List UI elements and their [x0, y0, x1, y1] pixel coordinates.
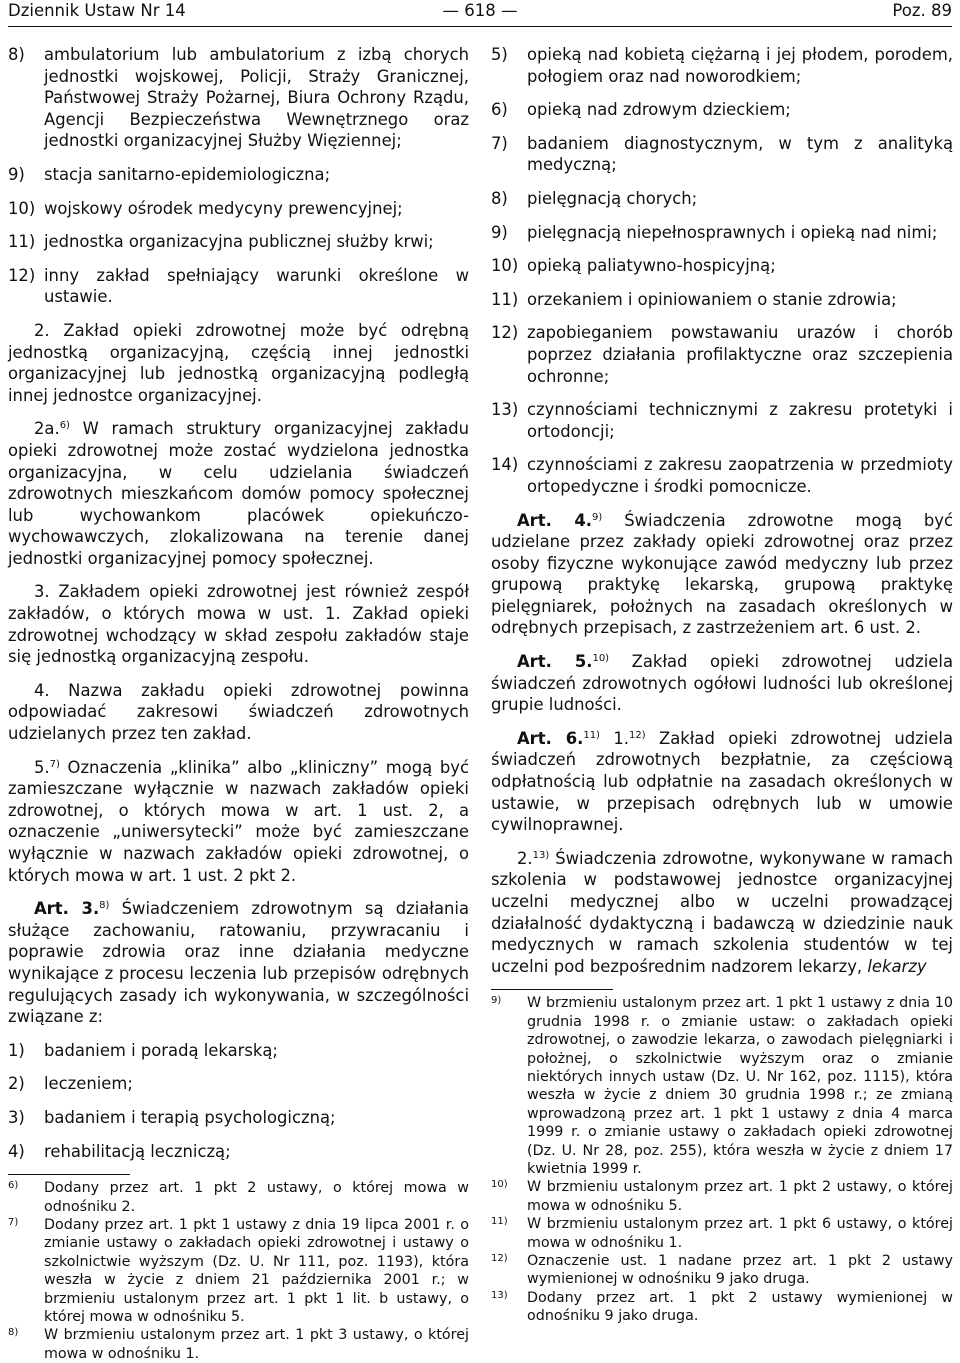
item-text: orzekaniem i opiniowaniem o stanie zdrowia; — [527, 289, 897, 309]
item-number: 3) — [8, 1107, 25, 1127]
paragraph-5 — [8, 757, 469, 887]
item-text: badaniem i poradą lekarską; — [44, 1040, 278, 1060]
footnote-divider — [8, 1174, 130, 1175]
article-5 — [491, 651, 953, 716]
item-number: 11) — [491, 289, 519, 309]
article-text: Świadczenia zdrowotne mogą być udzielane przez zakłady opieki zdrowotnej oraz przez osoby fizyczne wykonujące zawód medyczny lub przez grupową praktykę lekarską, grupową praktykę pielęgniarek, położnych na zasadach określonych w odrębnych przepisach, z zastrzeżeniem art. 6 ust. 2. — [491, 510, 953, 638]
list-item — [491, 322, 953, 387]
footnote-ref: 13) — [532, 849, 550, 861]
item-number: 1) — [8, 1040, 25, 1060]
list-item — [8, 1040, 469, 1062]
list-item — [8, 1141, 469, 1163]
item-number: 10) — [8, 198, 36, 218]
article-6-paragraph-2 — [491, 848, 953, 978]
paragraph-text: Oznaczenia „klinika” albo „kliniczny” mogą być zamieszczane wyłącznie w nazwach zakładów opieki zdrowotnej, o których mowa w art. 1 ust. 2, a oznaczenie „uniwersytecki” może być zamieszczane wyłącznie w nazwach zakładów opieki zdrowotnej, o których mowa w art. 1 ust. 2 pkt 2. — [8, 757, 469, 885]
item-number: 8) — [491, 188, 508, 208]
item-text: opieką nad zdrowym dzieckiem; — [527, 100, 791, 120]
article-label: Art. 5. — [517, 652, 593, 672]
item-text: ambulatorium lub ambulatorium z izbą chorych jednostki wojskowej, Policji, Straży Granicznej, Państwowej Straży Pożarnej, Biura Ochrony Rządu, Agencji Bezpieczeństwa Wewnętrznego oraz jednostki organizacyjnej Służby Więziennej; — [44, 45, 469, 151]
footnote-ref: 8) — [99, 900, 110, 912]
list-item — [491, 99, 953, 121]
page-header — [8, 0, 952, 27]
item-number: 4) — [8, 1141, 25, 1161]
list-item — [8, 164, 469, 186]
footnote — [491, 994, 953, 1178]
article-label: Art. 4. — [517, 510, 592, 530]
item-text: opieką paliatywno-hospicyjną; — [527, 256, 776, 276]
footnote — [491, 1178, 953, 1215]
footnote — [491, 1215, 953, 1252]
article-3 — [8, 898, 469, 1028]
list-item — [491, 255, 953, 277]
article-label: Art. 6. — [517, 728, 584, 748]
item-text: pielęgnacją chorych; — [527, 188, 698, 208]
footnote-ref: 10) — [592, 653, 610, 665]
right-column — [491, 44, 953, 1326]
list-item — [491, 454, 953, 497]
item-number: 12) — [491, 323, 519, 343]
item-text: badaniem diagnostycznym, w tym z analityką medyczną; — [527, 133, 953, 175]
position-number: Poz. 89 — [892, 1, 952, 20]
footnote-ref: 9) — [591, 511, 603, 523]
article-text: Zakład opieki zdrowotnej udziela świadczeń zdrowotnych bezpłatnie, za częściową odpłatnością lub odpłatnie na zasadach określonych w ustawie, w przepisach odrębnych lub w umowie cywilnoprawnej. — [491, 728, 953, 835]
list-item — [8, 1107, 469, 1129]
item-number: 10) — [491, 256, 519, 276]
footnote-text: Dodany przez art. 1 pkt 1 ustawy z dnia 19 lipca 2001 r. o zmianie ustawy o zakładach opieki zdrowotnej i ustawy o szkolnictwie wyższym (Dz. U. Nr 111, poz. 1193), która weszła w życie z dniem 21 października 2001 r.; w brzmieniu ustalonym przez art. 1 pkt 1 lit. b ustawy, o której mowa w odnośniku 5. — [44, 1216, 469, 1325]
item-text: rehabilitacją leczniczą; — [44, 1141, 231, 1161]
item-text: jednostka organizacyjna publicznej służby krwi; — [44, 232, 434, 252]
list-item — [491, 188, 953, 210]
item-number: 9) — [8, 164, 25, 184]
list-item — [491, 399, 953, 442]
item-text: inny zakład spełniający warunki określone w ustawie. — [44, 265, 469, 307]
footnote — [491, 1289, 953, 1326]
article-text: Świadczeniem zdrowotnym są działania służące zachowaniu, ratowaniu, przywracaniu i poprawie zdrowia oraz inne działania medyczne wynikające z procesu leczenia lub przepisów odrębnych regulujących zasady ich wykonywania, w szczególności związane z: — [8, 899, 469, 1027]
footnote-number: 6) — [8, 1180, 19, 1192]
item-text: pielęgnacją niepełnosprawnych i opieką nad nimi; — [527, 222, 938, 242]
paragraph-3: 3. Zakładem opieki zdrowotnej jest również zespół zakładów, o których mowa w ust. 1. Zakład opieki zdrowotnej wchodzący w skład zespołu zakładów staje się jednostką organizacyjną zespołu. — [8, 582, 469, 667]
item-number: 12) — [8, 265, 36, 285]
paragraph-lead: 2a. — [34, 419, 60, 439]
item-number: 9) — [491, 222, 508, 242]
left-column — [8, 44, 469, 1363]
footnote — [8, 1216, 469, 1326]
footnote-ref: 12) — [628, 729, 646, 741]
article-4 — [491, 510, 953, 640]
footnote-text: Dodany przez art. 1 pkt 2 ustawy wymienionej w odnośniku 9 jako druga. — [527, 1289, 953, 1325]
footnote-ref: 7) — [49, 758, 60, 770]
footnote-number: 13) — [491, 1289, 508, 1301]
article-text: Zakład opieki zdrowotnej udziela świadczeń zdrowotnych ogółowi ludności lub określonej grupie ludności. — [491, 652, 953, 715]
journal-title: Dziennik Ustaw Nr 14 — [8, 1, 186, 20]
footnote-text: W brzmieniu ustalonym przez art. 1 pkt 6 ustawy, o której mowa w odnośniku 1. — [527, 1216, 953, 1251]
italic-word: lekarzy — [867, 956, 927, 976]
footnote-number: 12) — [491, 1253, 508, 1265]
paragraph-lead: 5. — [34, 757, 50, 777]
item-number: 7) — [491, 133, 508, 153]
paragraph-2a — [8, 418, 469, 569]
item-number: 14) — [491, 455, 519, 475]
item-number: 8) — [8, 45, 25, 64]
article-6 — [491, 728, 953, 836]
item-text: opieką nad kobietą ciężarną i jej płodem, porodem, połogiem oraz nad noworodkiem; — [527, 45, 953, 86]
item-number: 2) — [8, 1074, 25, 1094]
list-item — [8, 231, 469, 253]
paragraph-text: W ramach struktury organizacyjnej zakładu opieki zdrowotnej może zostać wydzielona jednostka organizacyjna, w celu udzielania świadczeń zdrowotnych mieszkańcom domów pomocy społecznej lub wychowankom placówek opiekuńczo-wychowawczych, zlokalizowana na terenie danej jednostki organizacyjnej pomocy społecznej. — [8, 419, 469, 568]
paragraph-lead: 1. — [599, 728, 629, 748]
item-text: leczeniem; — [44, 1074, 133, 1094]
item-number: 5) — [491, 45, 508, 64]
footnote-number: 8) — [8, 1327, 19, 1339]
footnote — [8, 1326, 469, 1363]
list-item — [8, 1073, 469, 1095]
item-text: czynnościami technicznymi z zakresu protetyki i ortodoncji; — [527, 400, 953, 441]
item-number: 6) — [491, 100, 508, 120]
footnote-text: W brzmieniu ustalonym przez art. 1 pkt 1 ustawy z dnia 10 grudnia 1998 r. o zmianie ustaw: o zakładach opieki zdrowotnej, o zawodzie lekarza, o zawodach pielęgniarki i położnej, o szkolnictwie wyższym oraz o zmianie niektórych innych ustaw (Dz. U. Nr 162, poz. 1115), która weszła w życie z dniem 30 grudnia 1998 r.; ze zmianą wprowadzoną przez art. 1 pkt 1 ustawy z dnia 4 marca 1999 r. o zmianie ustawy o zakładach opieki zdrowotnej (Dz. U. Nr 28, poz. 255), która weszła w życie z dniem 17 kwietnia 1999 r. — [527, 995, 953, 1178]
list-item — [491, 44, 953, 87]
list-item — [491, 222, 953, 244]
item-number: 13) — [491, 400, 519, 420]
item-text: czynnościami z zakresu zaopatrzenia w przedmioty ortopedyczne i środki pomocnicze. — [527, 455, 953, 496]
article-label: Art. 3. — [34, 899, 100, 919]
footnote-text: Dodany przez art. 1 pkt 2 ustawy, o której mowa w odnośniku 2. — [44, 1180, 469, 1215]
page-number: — 618 — — [442, 1, 518, 20]
footnote-number: 11) — [491, 1216, 508, 1228]
list-item — [8, 44, 469, 152]
list-item — [8, 265, 469, 308]
footnote-number: 7) — [8, 1216, 19, 1228]
list-item — [8, 198, 469, 220]
paragraph-lead: 2. — [517, 848, 533, 868]
footnote-text: W brzmieniu ustalonym przez art. 1 pkt 3 ustawy, o której mowa w odnośniku 1. — [44, 1327, 469, 1362]
item-text: wojskowy ośrodek medycyny prewencyjnej; — [44, 198, 403, 218]
footnote-number: 10) — [491, 1179, 508, 1191]
footnote-number: 9) — [491, 995, 502, 1007]
footnote — [491, 1252, 953, 1289]
footnote-ref: 11) — [583, 729, 600, 741]
list-item — [491, 289, 953, 311]
footnote — [8, 1179, 469, 1216]
footnote-text: Oznaczenie ust. 1 nadane przez art. 1 pkt 2 ustawy wymienionej w odnośniku 9 jako druga. — [527, 1253, 953, 1288]
footnote-text: W brzmieniu ustalonym przez art. 1 pkt 2 ustawy, o której mowa w odnośniku 5. — [527, 1179, 953, 1214]
paragraph-2: 2. Zakład opieki zdrowotnej może być odrębną jednostką organizacyjną, częścią innej jednostki organizacyjnej lub jednostką organizacyjną podległą innej jednostce organizacyjnej. — [8, 320, 469, 405]
item-text: zapobieganiem powstawaniu urazów i chorób poprzez działania profilaktyczne oraz szczepienia ochronne; — [527, 323, 953, 386]
list-item — [491, 133, 953, 176]
item-number: 11) — [8, 232, 36, 252]
footnote-ref: 6) — [59, 420, 70, 432]
paragraph-4: 4. Nazwa zakładu opieki zdrowotnej powinna odpowiadać zakresowi świadczeń zdrowotnych udzielanych przez ten zakład. — [8, 680, 469, 744]
paragraph-text: Świadczenia zdrowotne, wykonywane w ramach szkolenia w podstawowej jednostce organizacyjnej uczelni medycznej albo w uczelni prowadzącej działalność dydaktyczną i badawczą w dziedzinie nauk medycznych w ramach szkolenia studentów w tej uczelni pod bezpośrednim nadzorem lekarzy, — [491, 848, 953, 976]
item-text: badaniem i terapią psychologiczną; — [44, 1107, 336, 1127]
footnote-divider — [491, 989, 613, 990]
item-text: stacja sanitarno-epidemiologiczna; — [44, 164, 331, 184]
